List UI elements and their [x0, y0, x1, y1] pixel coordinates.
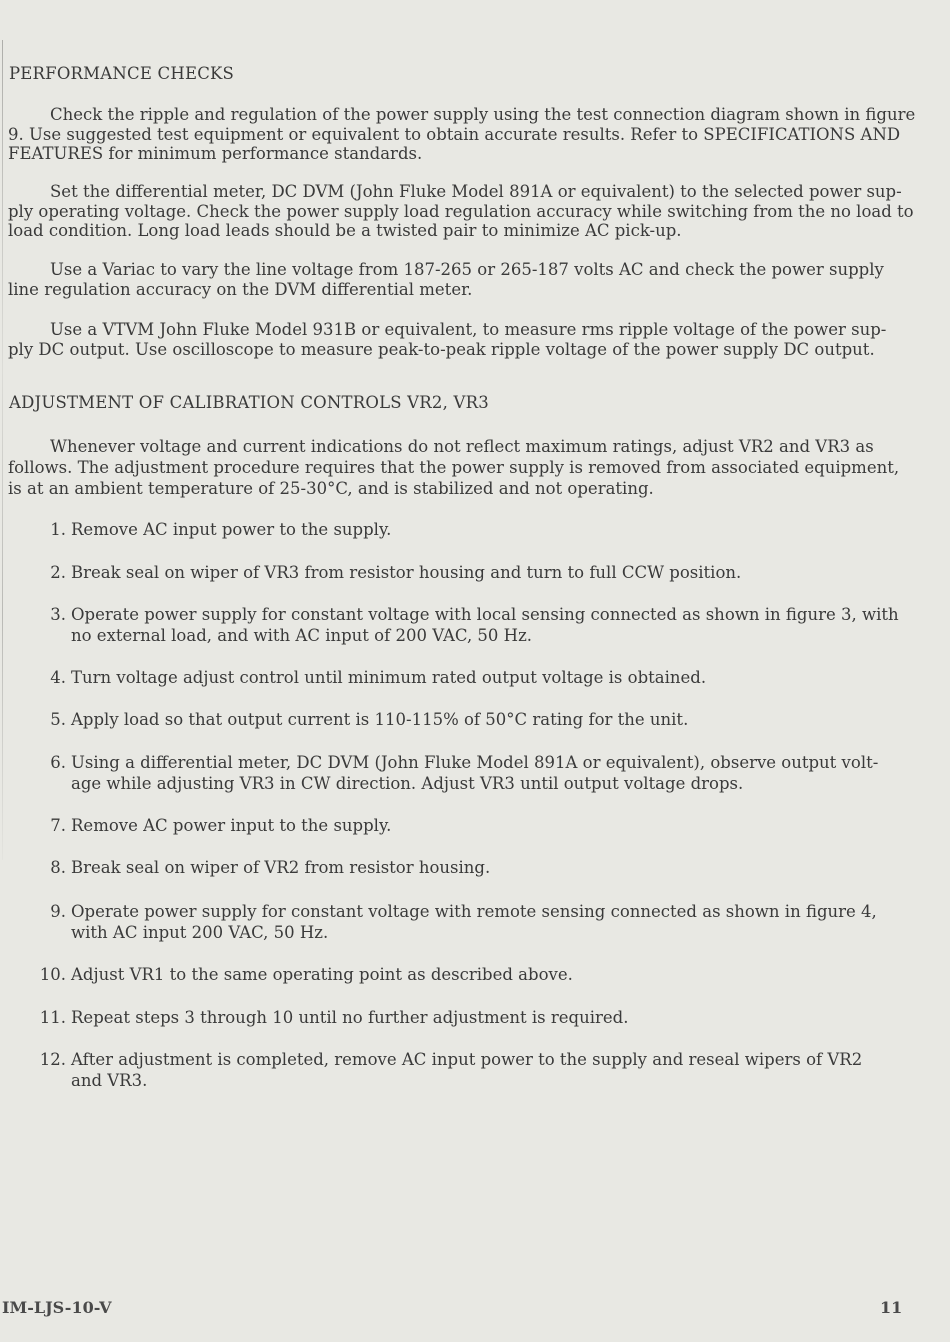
step-line: Using a differential meter, DC DVM (John Fluke Model 891A or equivalent), observe output volt-	[71, 753, 879, 772]
step-text	[71, 563, 891, 584]
paragraph-line: Check the ripple and regulation of the power supply using the test connection diagram shown in figure	[50, 105, 916, 124]
step-number: 8.	[50, 858, 66, 877]
paragraph-line-regulation	[8, 260, 908, 299]
step-number: 3.	[50, 605, 66, 624]
step-line: Repeat steps 3 through 10 until no further adjustment is required.	[71, 1008, 629, 1027]
step-text	[71, 1008, 891, 1029]
step-number: 9.	[50, 902, 66, 921]
step-number: 2.	[50, 563, 66, 582]
step-text	[71, 605, 899, 646]
step-line: Apply load so that output current is 110-115% of 50°C rating for the unit.	[71, 710, 689, 729]
step-line: After adjustment is completed, remove AC input power to the supply and reseal wipers of VR2	[71, 1050, 863, 1069]
paragraph-adjustment-intro	[8, 436, 908, 499]
step-number: 12.	[39, 1050, 66, 1069]
page-number: 11	[880, 1298, 903, 1317]
section-title-performance-checks: PERFORMANCE CHECKS	[9, 64, 235, 83]
step-text	[71, 1050, 891, 1091]
paragraph-line: ply operating voltage. Check the power supply load regulation accuracy while switching from the no load to	[8, 201, 914, 221]
step-line: Operate power supply for constant voltage with local sensing connected as shown in figure 3, with	[71, 605, 899, 624]
paragraph-load-regulation	[8, 182, 914, 241]
step-text	[71, 710, 891, 731]
step-line: no external load, and with AC input of 200 VAC, 50 Hz.	[71, 625, 533, 645]
step-number: 5.	[50, 710, 66, 729]
step-number: 10.	[39, 965, 66, 984]
paragraph-line: Whenever voltage and current indications do not reflect maximum ratings, adjust VR2 and VR3 as	[50, 437, 874, 456]
paragraph-line: Set the differential meter, DC DVM (John Fluke Model 891A or equivalent) to the selected power sup-	[50, 182, 902, 201]
step-text	[71, 816, 891, 837]
step-line: and VR3.	[71, 1070, 148, 1090]
step-text	[71, 965, 891, 986]
paragraph-line: 9. Use suggested test equipment or equivalent to obtain accurate results. Refer to SPECIFICATIONS AND	[8, 124, 901, 144]
step-text	[71, 858, 891, 879]
step-text	[71, 902, 891, 943]
paragraph-line: FEATURES for minimum performance standards.	[8, 144, 423, 163]
section-title-adjustment: ADJUSTMENT OF CALIBRATION CONTROLS VR2, VR3	[9, 393, 489, 412]
paragraph-line: line regulation accuracy on the DVM differential meter.	[8, 279, 473, 299]
document-id: IM-LJS-10-V	[2, 1298, 112, 1317]
step-line: Break seal on wiper of VR3 from resistor housing and turn to full CCW position.	[71, 563, 742, 582]
step-line: Remove AC power input to the supply.	[71, 816, 392, 835]
step-text	[71, 520, 891, 541]
paragraph-line: follows. The adjustment procedure requires that the power supply is removed from associated equipment,	[8, 458, 900, 477]
step-number: 6.	[50, 753, 66, 772]
binding-edge-shadow	[2, 40, 3, 860]
paragraph-line: ply DC output. Use oscilloscope to measure peak-to-peak ripple voltage of the power supply DC output.	[8, 339, 875, 359]
step-line: Operate power supply for constant voltage with remote sensing connected as shown in figure 4,	[71, 902, 877, 921]
paragraph-line: is at an ambient temperature of 25-30°C, and is stabilized and not operating.	[8, 479, 654, 498]
step-text	[71, 668, 891, 689]
step-line: age while adjusting VR3 in CW direction. Adjust VR3 until output voltage drops.	[71, 773, 744, 793]
step-line: Adjust VR1 to the same operating point as described above.	[71, 965, 573, 984]
paragraph-line: Use a VTVM John Fluke Model 931B or equivalent, to measure rms ripple voltage of the power sup-	[50, 320, 887, 339]
paragraph-ripple-regulation	[8, 105, 916, 164]
paragraph-line: load condition. Long load leads should be a twisted pair to minimize AC pick-up.	[8, 221, 682, 240]
step-number: 4.	[50, 668, 66, 687]
step-line: Break seal on wiper of VR2 from resistor housing.	[71, 858, 491, 877]
step-line: Turn voltage adjust control until minimum rated output voltage is obtained.	[71, 668, 707, 687]
step-line: Remove AC input power to the supply.	[71, 520, 392, 539]
paragraph-line: Use a Variac to vary the line voltage from 187-265 or 265-187 volts AC and check the power supply	[50, 260, 884, 279]
step-text	[71, 753, 891, 794]
step-number: 1.	[50, 520, 66, 539]
paragraph-ripple-measurement	[8, 320, 908, 359]
step-line: with AC input 200 VAC, 50 Hz.	[71, 922, 329, 942]
step-number: 7.	[50, 816, 66, 835]
step-number: 11.	[39, 1008, 66, 1027]
